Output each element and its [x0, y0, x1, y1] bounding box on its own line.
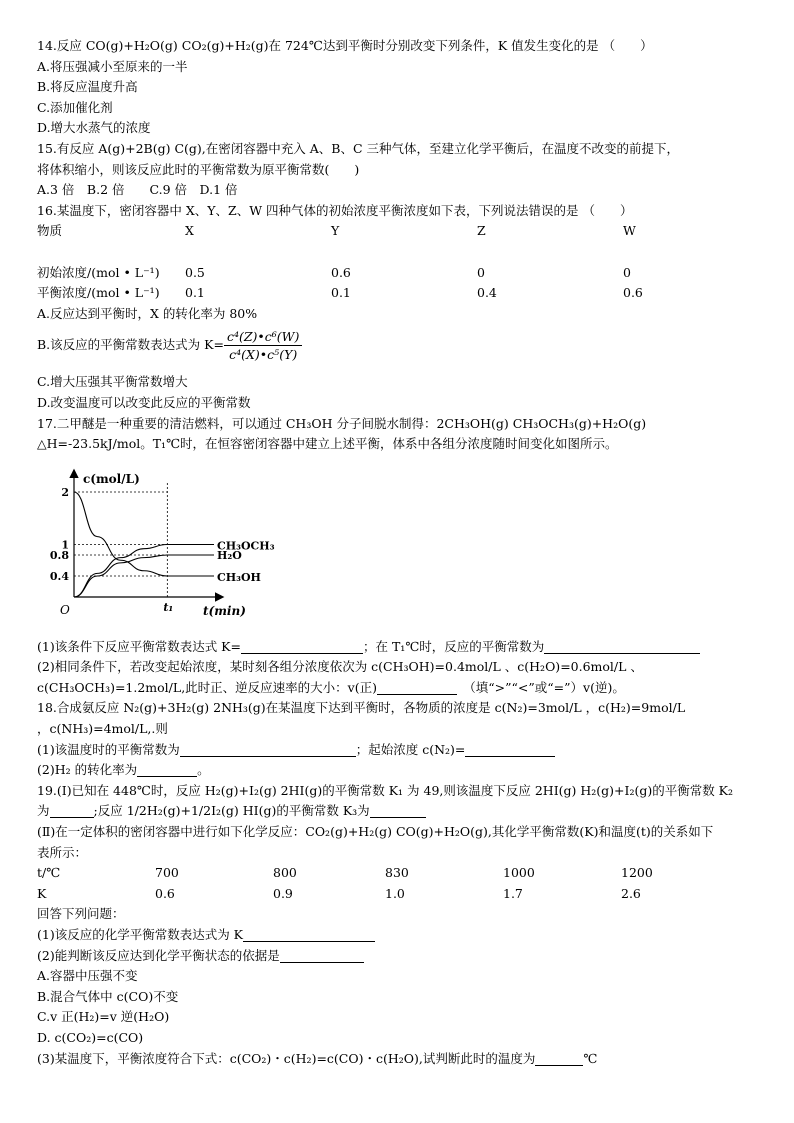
- q19-part-3-b: ℃: [583, 1050, 598, 1066]
- q19-line-1: 19.(I)已知在 448℃时，反应 H₂(g)+I₂(g) 2HI(g)的平衡常数 K₁ 为 49,则该温度下反应 2HI(g) H₂(g)+I₂(g)的平衡常数 K₂: [37, 782, 734, 798]
- answer-blank[interactable]: [137, 762, 197, 777]
- q19-cell: 1.0: [385, 885, 405, 901]
- q18-stem-1: 18.合成氨反应 N₂(g)+3H₂(g) 2NH₃(g)在某温度下达到平衡时，各物质的浓度是 c(N₂)=3mol/L ，c(H₂)=9mol/L: [37, 700, 686, 716]
- q19-answer-intro: 回答下列问题：: [37, 906, 125, 922]
- q19-cell: t/℃: [37, 865, 61, 881]
- exam-page: [37, 36, 767, 1069]
- q19-cell: 0.9: [273, 885, 293, 901]
- q15-stem-1: 15.有反应 A(g)+2B(g) C(g),在密闭容器中充入 A、B、C 三种气体，至建立化学平衡后，在温度不改变的前提下，: [37, 140, 679, 156]
- q19-option-c: C.v 正(H₂)=v 逆(H₂O): [37, 1009, 170, 1025]
- q16-header-y: Y: [331, 223, 340, 239]
- answer-blank[interactable]: [465, 742, 555, 757]
- answer-blank[interactable]: [544, 639, 700, 654]
- y-axis-label: c(mol/L): [83, 471, 140, 486]
- q16-header-z: Z: [477, 223, 486, 239]
- q15-stem-2: 将体积缩小，则该反应此时的平衡常数为原平衡常数( ): [37, 161, 360, 177]
- q16-cell: 0: [623, 264, 631, 280]
- q18-stem-2: ，c(NH₃)=4mol/L,.则: [37, 721, 168, 737]
- q17-part-2-c: （填“>”“<”或“=”）v(逆)。: [469, 679, 625, 695]
- spacer: [37, 242, 767, 263]
- q18-part-1: [37, 740, 767, 761]
- concentration-chart-svg: [37, 459, 275, 637]
- y-tick-label: 2: [61, 485, 69, 499]
- q16-cell: 0.5: [185, 264, 205, 280]
- q19-part-1: [37, 925, 767, 946]
- q14-option-d: D.增大水蒸气的浓度: [37, 120, 151, 136]
- x-axis-label: t(min): [203, 603, 246, 618]
- q17-stem-2: △H=-23.5kJ/mol。T₁℃时，在恒容密闭容器中建立上述平衡，体系中各组分浓度随时间变化如图所示。: [37, 436, 618, 452]
- q19-line-2: [37, 801, 767, 822]
- k-fraction-numerator: c⁴(Z)•c⁶(W): [224, 328, 302, 346]
- answer-blank[interactable]: [243, 927, 375, 942]
- q19-cell: K: [37, 885, 47, 901]
- q19-line-3: (Ⅱ)在一定体积的密闭容器中进行如下化学反应：CO₂(g)+H₂(g) CO(g)+H₂O(g),其化学平衡常数(K)和温度(t)的关系如下: [37, 824, 714, 840]
- answer-blank[interactable]: [180, 742, 356, 757]
- q19-cell: 700: [155, 865, 179, 881]
- q14-option-c: C.添加催化剂: [37, 99, 113, 115]
- y-tick-label: 0.8: [49, 548, 69, 562]
- q19-cell: 1200: [621, 865, 653, 881]
- answer-blank[interactable]: [377, 680, 457, 695]
- x-tick-label: t₁: [163, 600, 174, 614]
- q16-option-a: A.反应达到平衡时，X 的转化率为 80%: [37, 305, 258, 321]
- q16-cell: 0: [477, 264, 485, 280]
- q19-table-values: [37, 884, 767, 905]
- q18-part-2-text: (2)H₂ 的转化率为: [37, 762, 138, 778]
- q19-option-d: D. c(CO₂)=c(CO): [37, 1029, 144, 1045]
- y-tick-label: 0.4: [49, 569, 69, 583]
- q19-option-a: A.容器中压强不变: [37, 968, 138, 984]
- q14-stem: 14.反应 CO(g)+H₂O(g) CO₂(g)+H₂(g)在 724℃达到平衡时分别改变下列条件，K 值发生变化的是 （ ）: [37, 38, 653, 53]
- series-label: CH₃OCH₃: [217, 539, 275, 553]
- q19-part-2-text: (2)能判断该反应达到化学平衡状态的依据是: [37, 947, 280, 963]
- q19-part-3-a: (3)某温度下，平衡浓度符合下式：c(CO₂)・c(H₂)=c(CO)・c(H₂O),试判断此时的温度为: [37, 1050, 536, 1066]
- q19-line-2-a: 为: [37, 803, 50, 819]
- q19-cell: 2.6: [621, 885, 641, 901]
- series-label: CH₃OH: [217, 570, 261, 584]
- q17-part-2-b: [37, 678, 767, 699]
- answer-blank[interactable]: [535, 1051, 583, 1066]
- q19-part-3: [37, 1049, 767, 1070]
- concentration-chart: [37, 459, 767, 637]
- q17-part-1-b: ；在 T₁℃时，反应的平衡常数为: [363, 638, 545, 654]
- q19-line-4: 表所示：: [37, 844, 88, 860]
- q16-cell: 0.1: [331, 285, 351, 301]
- q17-part-2-b-text: c(CH₃OCH₃)=1.2mol/L,此时正、逆反应速率的大小：v(正): [37, 679, 377, 695]
- answer-blank[interactable]: [280, 948, 364, 963]
- q16-option-d: D.改变温度可以改变此反应的平衡常数: [37, 394, 251, 410]
- q19-part-2: [37, 946, 767, 967]
- q18-part-2: [37, 760, 767, 781]
- q16-cell: 0.4: [477, 285, 497, 301]
- q16-table-row-equilibrium: [37, 283, 767, 304]
- q16-stem: 16.某温度下，密闭容器中 X、Y、Z、W 四种气体的初始浓度平衡浓度如下表，下列说法错误的是 （ ）: [37, 202, 633, 218]
- q16-header-x: X: [185, 223, 194, 239]
- q16-header-w: W: [623, 223, 636, 239]
- k-fraction-denominator: c⁴(X)•c⁵(Y): [229, 346, 298, 362]
- q16-cell: 初始浓度/(mol • L⁻¹): [37, 264, 160, 280]
- answer-blank[interactable]: [50, 803, 94, 818]
- q17-part-1: [37, 637, 767, 658]
- q17-part-2-a: (2)相同条件下，若改变起始浓度，某时刻各组分浓度依次为 c(CH₃OH)=0.4mol/L 、c(H₂O)=0.6mol/L 、: [37, 659, 643, 675]
- q16-cell: 平衡浓度/(mol • L⁻¹): [37, 285, 160, 301]
- answer-blank[interactable]: [370, 803, 426, 818]
- k-fraction: [224, 328, 302, 363]
- q16-cell: 0.6: [623, 285, 643, 301]
- series-line-2: [74, 492, 214, 576]
- q19-cell: 1.7: [503, 885, 523, 901]
- q19-cell: 1000: [503, 865, 535, 881]
- q19-cell: 0.6: [155, 885, 175, 901]
- q16-cell: 0.6: [331, 264, 351, 280]
- q16-option-b: [37, 324, 767, 366]
- q16-cell: 0.1: [185, 285, 205, 301]
- q19-option-b: B.混合气体中 c(CO)不变: [37, 988, 179, 1004]
- q16-table-row-initial: [37, 263, 767, 284]
- q17-part-1-a: (1)该条件下反应平衡常数表达式 K=: [37, 638, 241, 654]
- q19-cell: 830: [385, 865, 409, 881]
- q19-line-2-b: ;反应 1/2H₂(g)+1/2I₂(g) HI(g)的平衡常数 K₃为: [93, 803, 370, 819]
- q15-options: A.3 倍 B.2 倍 C.9 倍 D.1 倍: [37, 182, 238, 198]
- origin-label: O: [60, 602, 70, 617]
- q14-option-a: A.将压强减小至原来的一半: [37, 58, 188, 74]
- q17-stem-1: 17.二甲醚是一种重要的清洁燃料，可以通过 CH₃OH 分子间脱水制得：2CH₃OH(g) CH₃OCH₃(g)+H₂O(g): [37, 415, 647, 431]
- q16-option-c: C.增大压强其平衡常数增大: [37, 374, 188, 390]
- series-label: H₂O: [217, 548, 242, 562]
- q18-part-1-a: (1)该温度时的平衡常数为: [37, 741, 180, 757]
- q19-part-1-text: (1)该反应的化学平衡常数表达式为 K: [37, 927, 244, 942]
- answer-blank[interactable]: [241, 639, 363, 654]
- q16-table-header: [37, 221, 767, 242]
- q18-part-1-b: ；起始浓度 c(N₂)=: [355, 741, 466, 757]
- q14-option-b: B.将反应温度升高: [37, 79, 138, 95]
- q19-cell: 800: [273, 865, 297, 881]
- q19-table-header: [37, 863, 767, 884]
- q16-header-substance: 物质: [37, 223, 63, 239]
- y-tick-label: 1: [61, 538, 69, 552]
- q18-part-2-end: 。: [197, 762, 210, 778]
- q16-option-b-prefix: B.该反应的平衡常数表达式为 K=: [37, 337, 224, 353]
